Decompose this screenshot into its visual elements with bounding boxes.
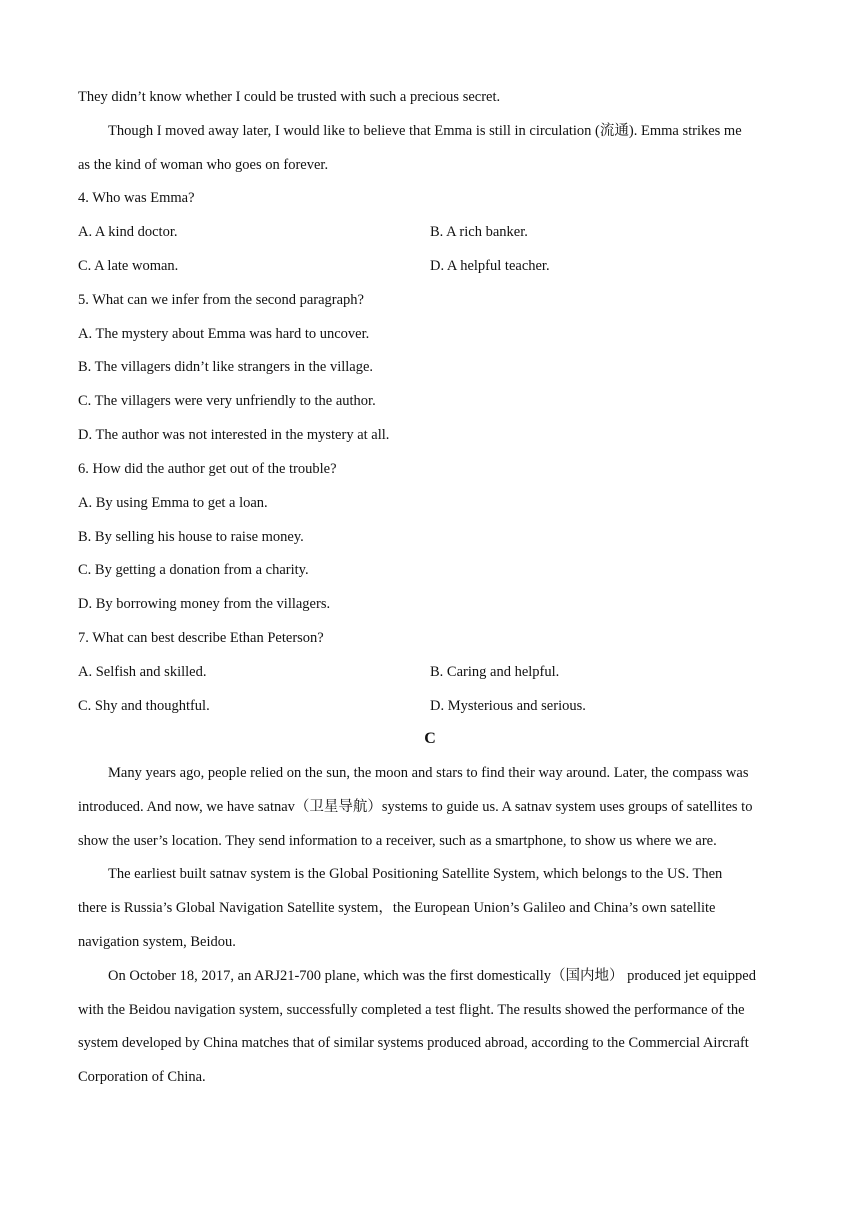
passage-c-p2-line: The earliest built satnav system is the Global Positioning Satellite System, which belongs to the US. Then <box>108 866 723 882</box>
question-5-stem: 5. What can we infer from the second paragraph? <box>78 292 364 308</box>
q4-option-d: D. A helpful teacher. <box>430 258 550 274</box>
q6-option-c: C. By getting a donation from a charity. <box>78 562 309 578</box>
q7-option-d: D. Mysterious and serious. <box>430 698 586 714</box>
question-6-stem: 6. How did the author get out of the trouble? <box>78 461 337 477</box>
passage-line: They didn’t know whether I could be trusted with such a precious secret. <box>78 89 501 105</box>
q4-option-c: C. A late woman. <box>78 258 179 274</box>
passage-c-p1-line: Many years ago, people relied on the sun, the moon and stars to find their way around. Later, the compass was <box>108 765 749 781</box>
q5-option-c: C. The villagers were very unfriendly to the author. <box>78 393 376 409</box>
q5-option-d: D. The author was not interested in the mystery at all. <box>78 427 390 443</box>
q7-option-b: B. Caring and helpful. <box>430 664 560 680</box>
passage-c-p3-line: system developed by China matches that of similar systems produced abroad, according to the Commercial Aircraft <box>78 1035 749 1051</box>
passage-c-p1-line: introduced. And now, we have satnav（卫星导航）systems to guide us. A satnav system uses groups of satellites to <box>78 799 753 815</box>
question-7-stem: 7. What can best describe Ethan Peterson? <box>78 630 324 646</box>
question-4-stem: 4. Who was Emma? <box>78 190 195 206</box>
q4-option-a: A. A kind doctor. <box>78 224 178 240</box>
passage-c-p3-line: with the Beidou navigation system, successfully completed a test flight. The results showed the performance of the <box>78 1002 745 1018</box>
section-heading: C <box>424 730 436 747</box>
q6-option-b: B. By selling his house to raise money. <box>78 529 304 545</box>
passage-c-p2-line: navigation system, Beidou. <box>78 934 236 950</box>
q5-option-a: A. The mystery about Emma was hard to uncover. <box>78 326 370 342</box>
q7-option-c: C. Shy and thoughtful. <box>78 698 210 714</box>
q4-option-b: B. A rich banker. <box>430 224 528 240</box>
q7-option-a: A. Selfish and skilled. <box>78 664 207 680</box>
passage-c-p2-line: there is Russia’s Global Navigation Satellite system，the European Union’s Galileo and China’s own satellite <box>78 900 716 916</box>
q6-option-a: A. By using Emma to get a loan. <box>78 495 268 511</box>
passage-c-p1-line: show the user’s location. They send information to a receiver, such as a smartphone, to show us where we are. <box>78 833 717 849</box>
passage-line: Though I moved away later, I would like to believe that Emma is still in circulation (流通). Emma strikes me <box>108 123 742 139</box>
passage-c-p3-line: On October 18, 2017, an ARJ21-700 plane, which was the first domestically（国内地） produced jet equipped <box>108 968 756 984</box>
passage-c-p3-line: Corporation of China. <box>78 1069 206 1085</box>
q6-option-d: D. By borrowing money from the villagers. <box>78 596 331 612</box>
q5-option-b: B. The villagers didn’t like strangers in the village. <box>78 359 374 375</box>
passage-line: as the kind of woman who goes on forever. <box>78 157 329 173</box>
